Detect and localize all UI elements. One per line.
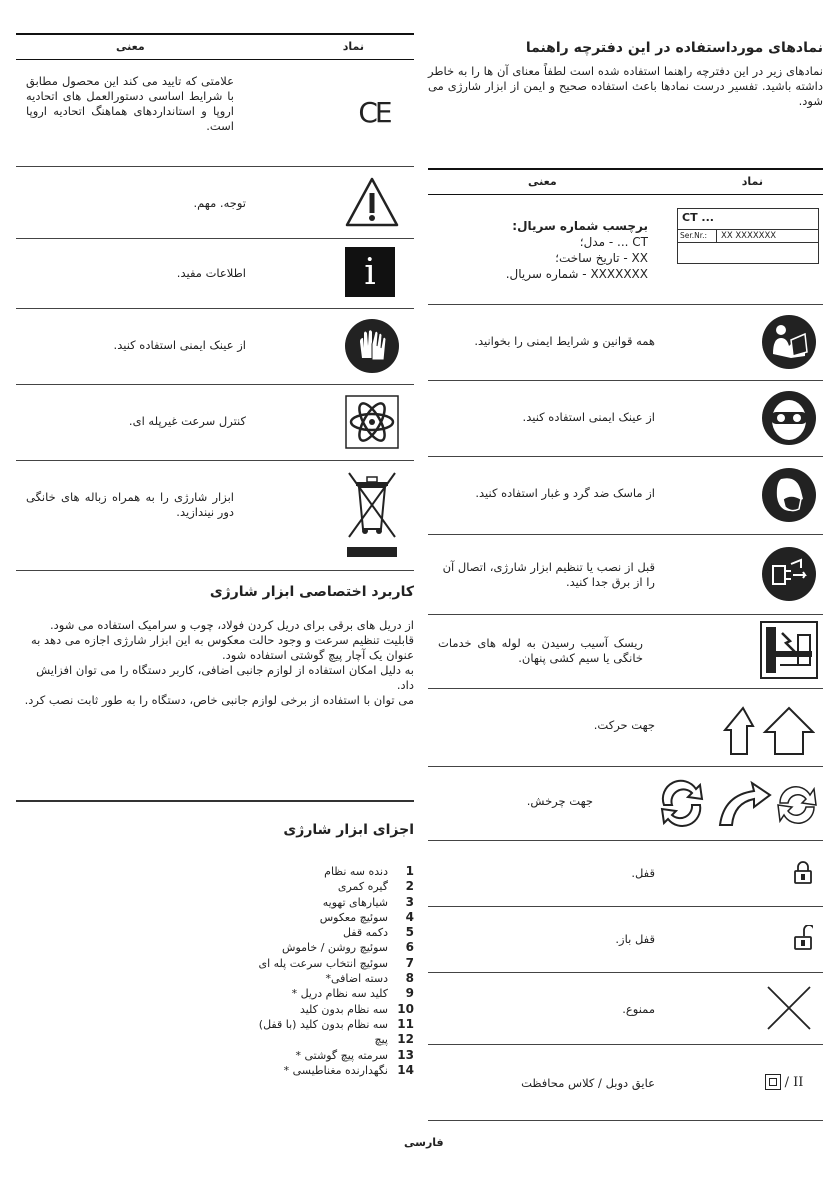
header-symbol: نماد <box>342 40 364 53</box>
prohibited-icon <box>759 980 819 1036</box>
table-row-speed-control <box>16 384 414 461</box>
warning-triangle-icon <box>342 172 402 232</box>
list-item <box>16 1048 414 1063</box>
table-row-unlock <box>428 906 823 973</box>
item-number: 3 <box>405 894 414 909</box>
list-item <box>16 925 414 940</box>
safety-goggles-icon <box>759 388 819 448</box>
dust-mask-icon <box>759 465 819 525</box>
divider <box>16 800 414 802</box>
footer-language: فارسی <box>404 1136 444 1149</box>
item-label: گیره کمری <box>337 880 388 894</box>
row-text: قفل. <box>631 866 655 880</box>
item-number: 13 <box>397 1047 414 1062</box>
item-label: سوئیچ روشن / خاموش <box>282 941 388 955</box>
item-number: 9 <box>405 986 414 1001</box>
table-row-read-manual <box>428 304 823 381</box>
row-text: از عینک ایمنی استفاده کنید. <box>113 338 246 352</box>
list-item <box>16 910 414 925</box>
item-label: سوئیچ معکوس <box>319 910 388 924</box>
list-item <box>16 971 414 986</box>
double-insulation-icon: / II <box>749 1068 819 1096</box>
item-number: 10 <box>397 1001 414 1016</box>
row-text: کنترل سرعت غیرپله ای. <box>128 414 246 428</box>
row-text: جهت حرکت. <box>593 718 655 732</box>
table-row-info <box>16 238 414 309</box>
list-item <box>16 1002 414 1017</box>
item-label: کلید سه نظام دریل * <box>291 987 388 1001</box>
serial-line: XXXXXXX - شماره سریال. <box>505 267 648 281</box>
item-label: دکمه قفل <box>342 926 388 940</box>
table-row-rotation <box>428 766 823 841</box>
list-item <box>16 879 414 894</box>
header-meaning: معنی <box>116 40 145 53</box>
row-text: ممنوع. <box>622 1002 655 1016</box>
table-row-ce <box>16 58 414 167</box>
row-text: از عینک ایمنی استفاده کنید. <box>522 410 655 424</box>
list-item <box>16 956 414 971</box>
list-item <box>16 864 414 879</box>
item-label: سرمته پیچ گوشتی * <box>295 1048 388 1062</box>
item-number: 14 <box>397 1062 414 1077</box>
table-row-warning <box>16 166 414 239</box>
item-number: 5 <box>405 925 414 940</box>
serial-title: برچسب شماره سریال: <box>512 219 648 233</box>
item-number: 8 <box>405 971 414 986</box>
table-row-goggles <box>428 380 823 457</box>
rotation-arrows-icon <box>653 772 821 832</box>
item-number: 4 <box>405 909 414 924</box>
read-manual-icon <box>759 312 819 372</box>
table-row-direction <box>428 688 823 767</box>
ce-mark-icon: CE <box>358 95 390 129</box>
item-label: سوئیچ انتخاب سرعت پله ای <box>258 956 388 970</box>
paragraph: از دریل های برقی برای دریل کردن فولاد، چوب و سرامیک استفاده می شود. <box>50 618 414 632</box>
serial-description <box>428 218 648 282</box>
row-text: ابزار شارژی را به همراه زباله های خانگی دور نیندازید. <box>26 490 234 519</box>
table-row-serial <box>428 194 823 305</box>
list-item <box>16 895 414 910</box>
table-row-prohibited <box>428 972 823 1045</box>
intended-use-text <box>16 618 414 708</box>
row-text: از ماسک ضد گرد و غبار استفاده کنید. <box>475 486 655 500</box>
serial-line: XX - تاریخ ساخت؛ <box>555 251 648 265</box>
paragraph: می توان با استفاده از برخی لوازم جانبی خاص، دستگاه را به طور ثابت نصب کرد. <box>24 693 414 707</box>
item-number: 1 <box>405 864 414 878</box>
item-label: دنده سه نظام <box>324 865 388 878</box>
list-item <box>16 940 414 955</box>
list-item <box>16 986 414 1001</box>
unplug-icon <box>759 544 819 604</box>
hidden-wiring-icon <box>759 620 819 680</box>
table-row-crossed-bin <box>16 460 414 571</box>
item-label: سه نظام بدون کلید <box>299 1002 388 1016</box>
item-number: 12 <box>397 1032 414 1047</box>
row-text: همه قوانین و شرایط ایمنی را بخوانید. <box>474 334 655 348</box>
item-label: پیچ <box>374 1033 388 1047</box>
row-text: توجه. مهم. <box>193 196 246 210</box>
paragraph: قابلیت تنظیم سرعت و وجود حالت معکوس به این ابزار شارژی اجازه می دهد به عنوان یک آچار پیچ گوشتی استفاده شود. <box>30 633 414 662</box>
item-number: 2 <box>405 879 414 894</box>
row-text: علامتی که تایید می کند این محصول مطابق با شرایط اساسی دستورالعمل های اتحادیه اروپا و استانداردهای هماهنگ اتحادیه اروپا است. <box>26 74 234 133</box>
table-row-hidden-wiring <box>428 614 823 689</box>
row-text: عایق دوبل / کلاس محافظت <box>521 1076 655 1090</box>
table-row-unplug <box>428 534 823 615</box>
row-text: ریسک آسیب رسیدن به لوله های خدمات خانگی یا سیم کشی پنهان. <box>438 636 643 665</box>
info-icon: i <box>340 244 400 300</box>
crossed-bin-icon <box>342 468 402 564</box>
row-text: قبل از نصب یا تنظیم ابزار شارژی، اتصال آن را از برق جدا کنید. <box>442 560 655 589</box>
intended-use-title: کاربرد اختصاصی ابزار شارژی <box>209 584 414 600</box>
right-table-header <box>428 168 823 195</box>
item-label: سه نظام بدون کلید (با قفل) <box>258 1017 388 1031</box>
row-text: جهت چرخش. <box>526 794 593 808</box>
left-table-header <box>16 33 414 60</box>
gloves-icon <box>342 316 402 376</box>
table-row-lock <box>428 840 823 907</box>
symbols-title: نمادهای مورداستفاده در این دفترچه راهنما <box>525 40 823 56</box>
symbols-intro: نمادهای زیر در این دفترچه راهنما استفاده شده است لطفاً معنای آن ها را به خاطر داشته باشید. تفسیر درست نمادها باعث استفاده صحیح و ایمن از ابزار شارژی می شود. <box>428 64 823 108</box>
table-row-dust-mask <box>428 456 823 535</box>
lock-icon <box>783 852 823 892</box>
item-number: 11 <box>397 1016 414 1031</box>
direction-arrows-icon <box>719 698 819 758</box>
unlock-icon <box>783 918 823 958</box>
row-text: قفل باز. <box>615 932 655 946</box>
list-item <box>16 1017 414 1032</box>
paragraph: به دلیل امکان استفاده از لوازم جانبی اضافی، کاربر دستگاه را می توان افزایش داد. <box>36 663 414 692</box>
components-list <box>16 864 414 1078</box>
header-meaning: معنی <box>528 175 557 188</box>
list-item <box>16 1032 414 1047</box>
serial-label-icon: CT ... Ser.Nr.: XX XXXXXXX <box>677 208 819 264</box>
components-title: اجزای ابزار شارژی <box>283 822 414 838</box>
serial-line: CT ... - مدل؛ <box>579 235 648 249</box>
table-row-gloves <box>16 308 414 385</box>
list-item <box>16 1063 414 1078</box>
row-text: اطلاعات مفید. <box>176 266 246 280</box>
item-number: 6 <box>405 940 414 955</box>
table-row-double-insulation <box>428 1044 823 1121</box>
header-symbol: نماد <box>741 175 763 188</box>
speed-control-icon <box>342 392 402 452</box>
item-label: شیارهای تهویه <box>322 895 388 909</box>
item-number: 7 <box>405 955 414 970</box>
item-label: نگهدارنده مغناطیسی * <box>283 1063 388 1077</box>
item-label: دسته اضافی* <box>325 972 388 986</box>
